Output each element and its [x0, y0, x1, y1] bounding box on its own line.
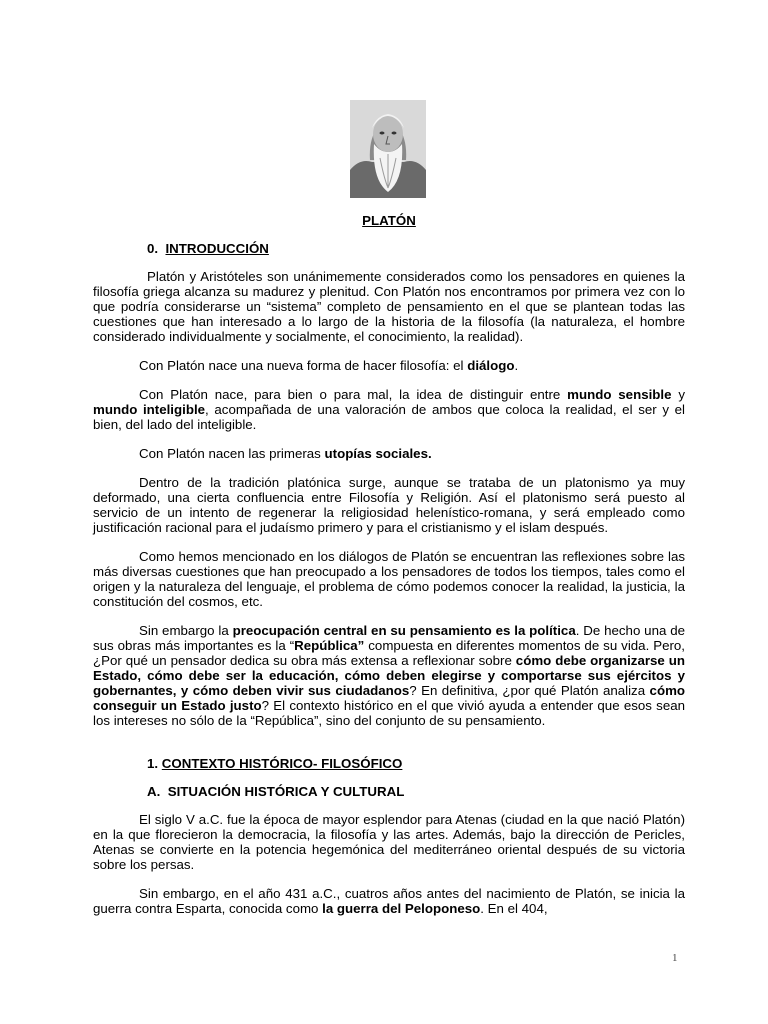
- section-spacer: [93, 742, 685, 756]
- heading-number: 1.: [147, 756, 159, 771]
- intro-paragraph-7: Sin embargo la preocupación central en su pensamiento es la política. De hecho una de sus obras más importantes es la “República” compuesta en diferentes momentos de su vida. Pero, ¿Por qué un pensador dedica su obra más extensa a reflexionar sobre cómo debe organizarse un Estado, cómo debe ser la educación, cómo deben elegirse y comportarse sus ejércitos y gobernantes, y cómo deben vivir sus ciudadanos? En definitiva, ¿por qué Platón analiza cómo conseguir un Estado justo? El contexto histórico en el que vivió ayuda a entender que esos sean los intereses no sólo de la “República”, sino del conjunto de su pensamiento.: [93, 623, 686, 728]
- heading-number: 0.: [147, 241, 159, 256]
- intro-paragraph-5: Dentro de la tradición platónica surge, aunque se trataba de un platonismo ya muy deformado, una cierta confluencia entre Filosofía y Religión. Así el platonismo será puesto al servicio de un intento de regenerar la religiosidad helenístico-romana, y será empleado como justificación racional para el judaísmo primero y para el cristianismo y el islam después.: [93, 475, 685, 535]
- section-a-paragraph-1: El siglo V a.C. fue la época de mayor esplendor para Atenas (ciudad en la que nació Platón) en la que florecieron la democracia, la filosofía y las artes. Además, bajo la dirección de Pericles, Atenas se convierte en la potencia hegemónica del mediterráneo oriental después de su victoria sobre los persas.: [93, 812, 685, 872]
- intro-paragraph-2: Con Platón nace una nueva forma de hacer filosofía: el diálogo.: [139, 358, 519, 373]
- heading-label: INTRODUCCIÓN: [165, 241, 269, 256]
- section-1-heading: [93, 756, 685, 771]
- heading-label: SITUACIÓN HISTÓRICA Y CULTURAL: [167, 784, 405, 799]
- document-body: [93, 213, 685, 930]
- introduction-heading: [93, 241, 685, 256]
- section-a-paragraph-2: Sin embargo, en el año 431 a.C., cuatros años antes del nacimiento de Platón, se inicia la guerra contra Esparta, conocida como la guerra del Peloponeso. En el 404,: [93, 886, 685, 916]
- intro-paragraph-4: Con Platón nacen las primeras utopías sociales.: [139, 446, 432, 461]
- document-title: PLATÓN: [362, 213, 416, 228]
- portrait-illustration: [350, 100, 426, 198]
- plato-portrait-image: [350, 100, 426, 198]
- section-a-heading: [93, 784, 685, 799]
- page-number: 1: [672, 952, 678, 964]
- heading-label: CONTEXTO HISTÓRICO- FILOSÓFICO: [161, 756, 403, 771]
- heading-number: A.: [147, 784, 161, 799]
- intro-paragraph-6: Como hemos mencionado en los diálogos de Platón se encuentran las reflexiones sobre las más diversas cuestiones que han preocupado a los pensadores de todos los tiempos, tales como el origen y la naturaleza del lenguaje, el problema de cómo podemos conocer la realidad, la justicia, la constitución del cosmos, etc.: [93, 549, 685, 609]
- intro-paragraph-1: Platón y Aristóteles son unánimemente considerados como los pensadores en quienes la filosofía griega alcanza su madurez y plenitud. Con Platón nos encontramos por primera vez con lo que podría considerarse un “sistema” completo de pensamiento en el que se plantean todas las cuestiones que han interesado a lo largo de la historia de la filosofía (la naturaleza, el hombre considerado individualmente y socialmente, el conocimiento, la realidad).: [93, 269, 685, 344]
- intro-paragraph-3: Con Platón nace, para bien o para mal, la idea de distinguir entre mundo sensible y mundo inteligible, acompañada de una valoración de ambos que coloca la realidad, el ser y el bien, del lado del inteligible.: [93, 387, 685, 432]
